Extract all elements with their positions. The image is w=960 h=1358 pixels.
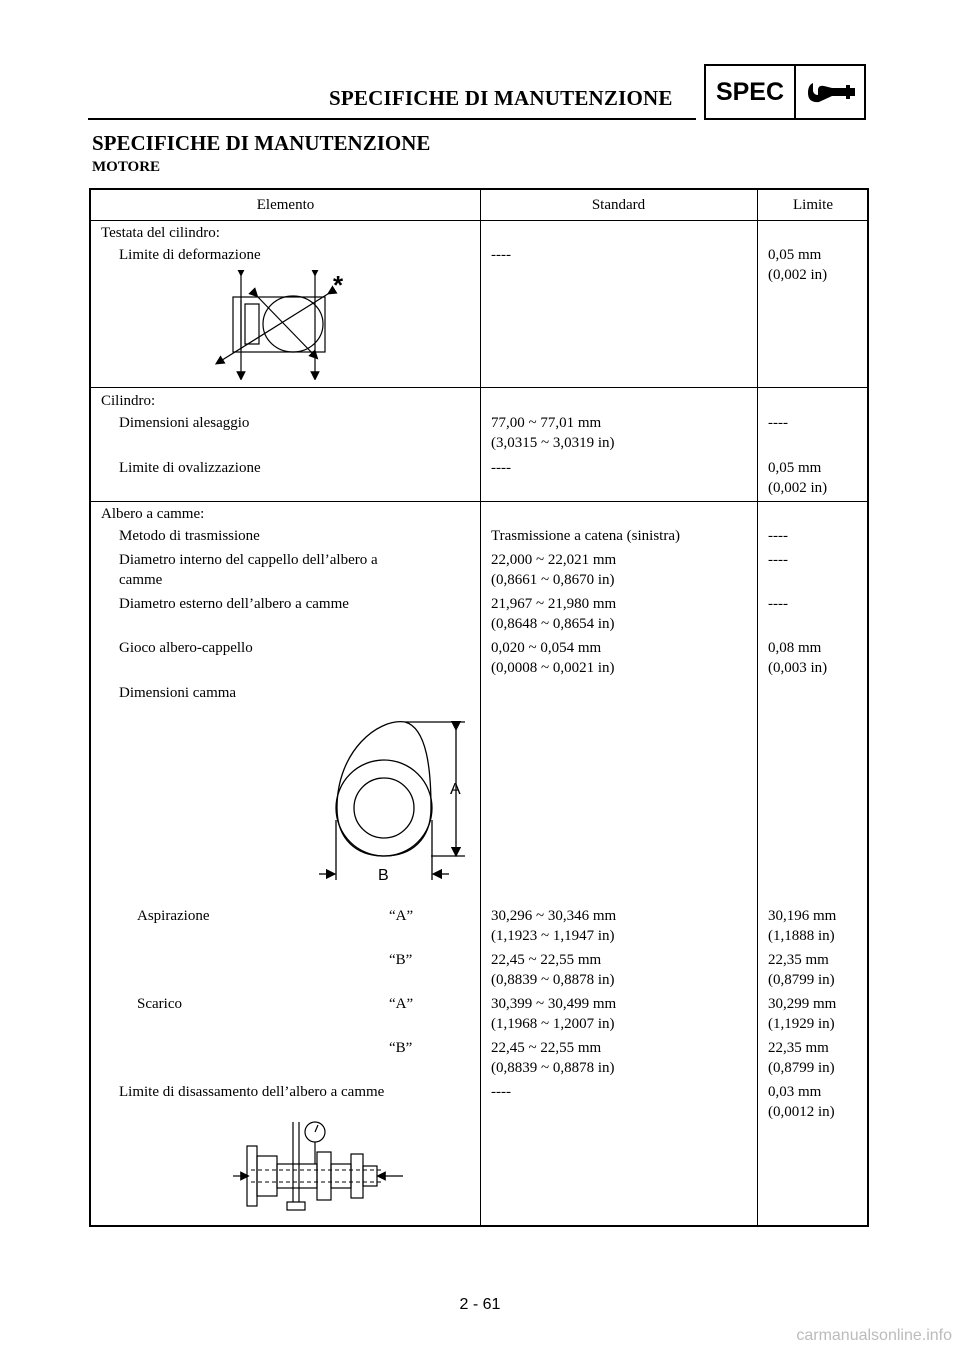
item-label: Limite di deformazione [119,247,261,263]
item-limit-in: (1,1888 in) [768,928,835,944]
warpage-diagram [211,270,371,380]
item-standard: 0,020 ~ 0,054 mm [491,640,602,656]
item-standard: ---- [491,1084,511,1100]
item-limit-in: (1,1929 in) [768,1016,835,1032]
spec-badge [704,64,866,120]
item-limit: 22,35 mm [768,1040,829,1056]
item-label: Scarico [137,996,182,1012]
item-limit: ---- [768,552,788,568]
item-label: Aspirazione [137,908,210,924]
cam-dimension-b: B [378,867,389,884]
item-standard-in: (0,8839 ~ 0,8878 in) [491,972,615,988]
item-standard: 77,00 ~ 77,01 mm [491,415,602,431]
item-standard-in: (0,0008 ~ 0,0021 in) [491,660,615,676]
item-limit: 0,03 mm [768,1084,822,1100]
item-standard: Trasmissione a catena (sinistra) [491,528,680,544]
item-standard: ---- [491,247,511,263]
section-title: SPECIFICHE DI MANUTENZIONE [92,131,431,155]
item-standard-in: (0,8661 ~ 0,8670 in) [491,572,615,588]
item-limit: 0,08 mm [768,640,822,656]
svg-text:*: * [333,270,344,300]
col-header-limite: Limite [793,197,833,213]
item-limit: 30,299 mm [768,996,837,1012]
item-standard-in: (1,1968 ~ 1,2007 in) [491,1016,615,1032]
row-divider-2 [91,501,867,502]
item-standard-in: (1,1923 ~ 1,1947 in) [491,928,615,944]
item-limit: 30,196 mm [768,908,837,924]
item-label-cont: camme [119,572,163,588]
item-limit-in: (0,8799 in) [768,1060,835,1076]
item-standard: 22,000 ~ 22,021 mm [491,552,617,568]
item-limit-in: (0,003 in) [768,660,828,676]
item-limit: ---- [768,596,788,612]
item-standard: 22,45 ~ 22,55 mm [491,1040,602,1056]
item-tag: “A” [389,996,414,1012]
item-label: Limite di ovalizzazione [119,460,261,476]
item-standard: 30,399 ~ 30,499 mm [491,996,617,1012]
item-label: Dimensioni alesaggio [119,415,250,431]
col-divider-2 [757,190,758,1225]
item-label: Diametro esterno dell’albero a camme [119,596,349,612]
item-limit: ---- [768,415,788,431]
item-standard: ---- [491,460,511,476]
item-label: Gioco albero-cappello [119,640,253,656]
item-standard-in: (3,0315 ~ 3,0319 in) [491,435,615,451]
item-standard-in: (0,8839 ~ 0,8878 in) [491,1060,615,1076]
item-limit-in: (0,002 in) [768,267,828,283]
item-limit: ---- [768,528,788,544]
group-heading-albero: Albero a camme: [101,506,205,522]
item-limit: 0,05 mm [768,247,822,263]
item-label: Metodo di trasmissione [119,528,260,544]
watermark: carmanualsonline.info [796,1327,952,1344]
col-divider-1 [480,190,481,1225]
item-limit-in: (0,0012 in) [768,1104,835,1120]
item-standard: 21,967 ~ 21,980 mm [491,596,617,612]
item-limit: 22,35 mm [768,952,829,968]
item-limit: 0,05 mm [768,460,822,476]
wrench-icon [796,66,864,118]
item-label: Diametro interno del cappello dell’albero a [119,552,378,568]
cam-lobe-diagram [319,710,479,890]
header-title: SPECIFICHE DI MANUTENZIONE [329,86,673,110]
item-tag: “B” [389,952,413,968]
group-heading-cilindro: Cilindro: [101,393,156,409]
item-standard: 22,45 ~ 22,55 mm [491,952,602,968]
spec-badge-label: SPEC [706,66,796,118]
group-heading-testata: Testata del cilindro: [101,225,220,241]
item-standard: 30,296 ~ 30,346 mm [491,908,617,924]
item-label: Dimensioni camma [119,685,237,701]
col-header-elemento: Elemento [256,197,315,213]
spec-table [89,188,869,1227]
row-divider-1 [91,387,867,388]
header-rule [88,118,696,120]
item-label: Limite di disassamento dell’albero a camme [119,1084,385,1100]
page-number: 2 - 61 [459,1296,501,1313]
item-standard-in: (0,8648 ~ 0,8654 in) [491,616,615,632]
col-header-standard: Standard [591,197,646,213]
camshaft-runout-diagram [231,1112,406,1217]
cam-dimension-a: A [450,781,461,798]
item-limit-in: (0,002 in) [768,480,828,496]
item-tag: “A” [389,908,414,924]
section-subtitle: MOTORE [92,159,161,175]
item-limit-in: (0,8799 in) [768,972,835,988]
header-row-divider [91,220,867,221]
item-tag: “B” [389,1040,413,1056]
